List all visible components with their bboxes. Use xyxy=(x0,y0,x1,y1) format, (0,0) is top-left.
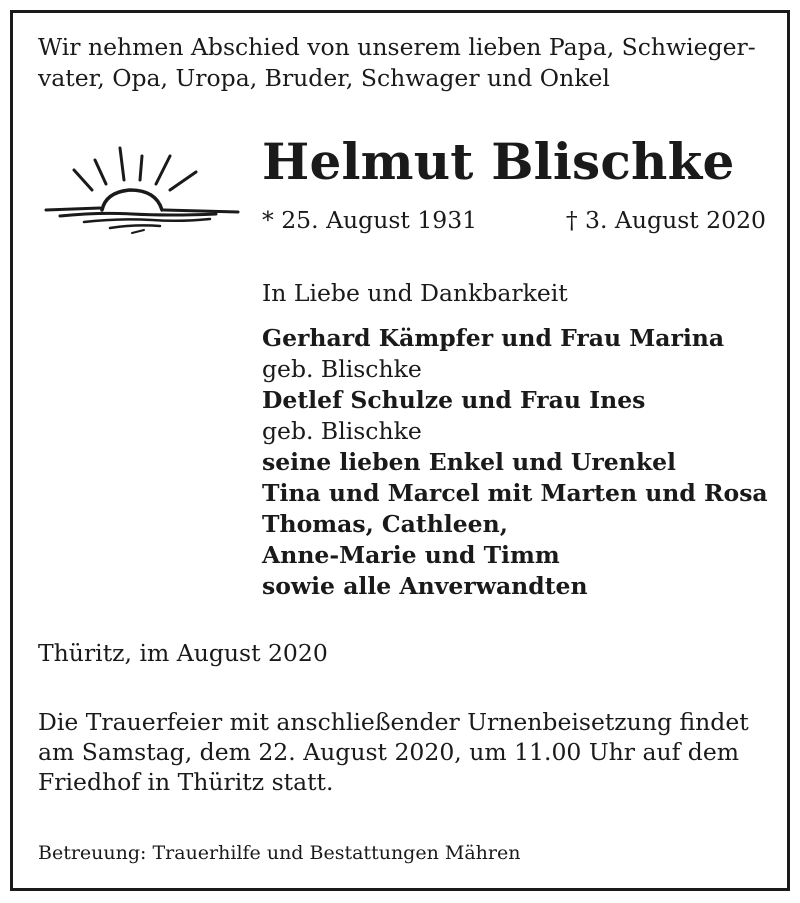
funeral-line-3: Friedhof in Thüritz statt. xyxy=(38,768,334,796)
funeral-line-2: am Samstag, dem 22. August 2020, um 11.00 Uhr auf dem xyxy=(38,738,740,766)
funeral-line-1: Die Trauerfeier mit anschließender Urnenbeisetzung findet xyxy=(38,708,749,736)
mourner-line: sowie alle Anverwandten xyxy=(262,572,588,600)
deceased-name: Helmut Blischke xyxy=(262,132,735,191)
mourners-list xyxy=(262,278,772,602)
mourner-line: Gerhard Kämpfer und Frau Marina xyxy=(262,324,725,352)
death-date: † 3. August 2020 xyxy=(565,206,766,234)
intro-line-2: vater, Opa, Uropa, Bruder, Schwager und Onkel xyxy=(38,64,610,92)
intro-text xyxy=(38,32,768,94)
mourner-line: geb. Blischke xyxy=(262,417,422,445)
mourner-line: Tina und Marcel mit Marten und Rosa xyxy=(262,479,768,507)
birth-date: * 25. August 1931 xyxy=(262,206,478,234)
mourner-line: geb. Blischke xyxy=(262,355,422,383)
mourner-line: Detlef Schulze und Frau Ines xyxy=(262,386,646,414)
greeting: In Liebe und Dankbarkeit xyxy=(262,279,568,307)
sunset-icon xyxy=(40,140,245,240)
intro-line-1: Wir nehmen Abschied von unserem lieben Papa, Schwieger- xyxy=(38,33,756,61)
mourner-line: Anne-Marie und Timm xyxy=(262,541,560,569)
funeral-details xyxy=(38,707,778,797)
place-and-date: Thüritz, im August 2020 xyxy=(38,639,328,667)
funeral-home-credit: Betreuung: Trauerhilfe und Bestattungen Mähren xyxy=(38,842,521,864)
mourner-line: seine lieben Enkel und Urenkel xyxy=(262,448,676,476)
mourner-line: Thomas, Cathleen, xyxy=(262,510,508,538)
